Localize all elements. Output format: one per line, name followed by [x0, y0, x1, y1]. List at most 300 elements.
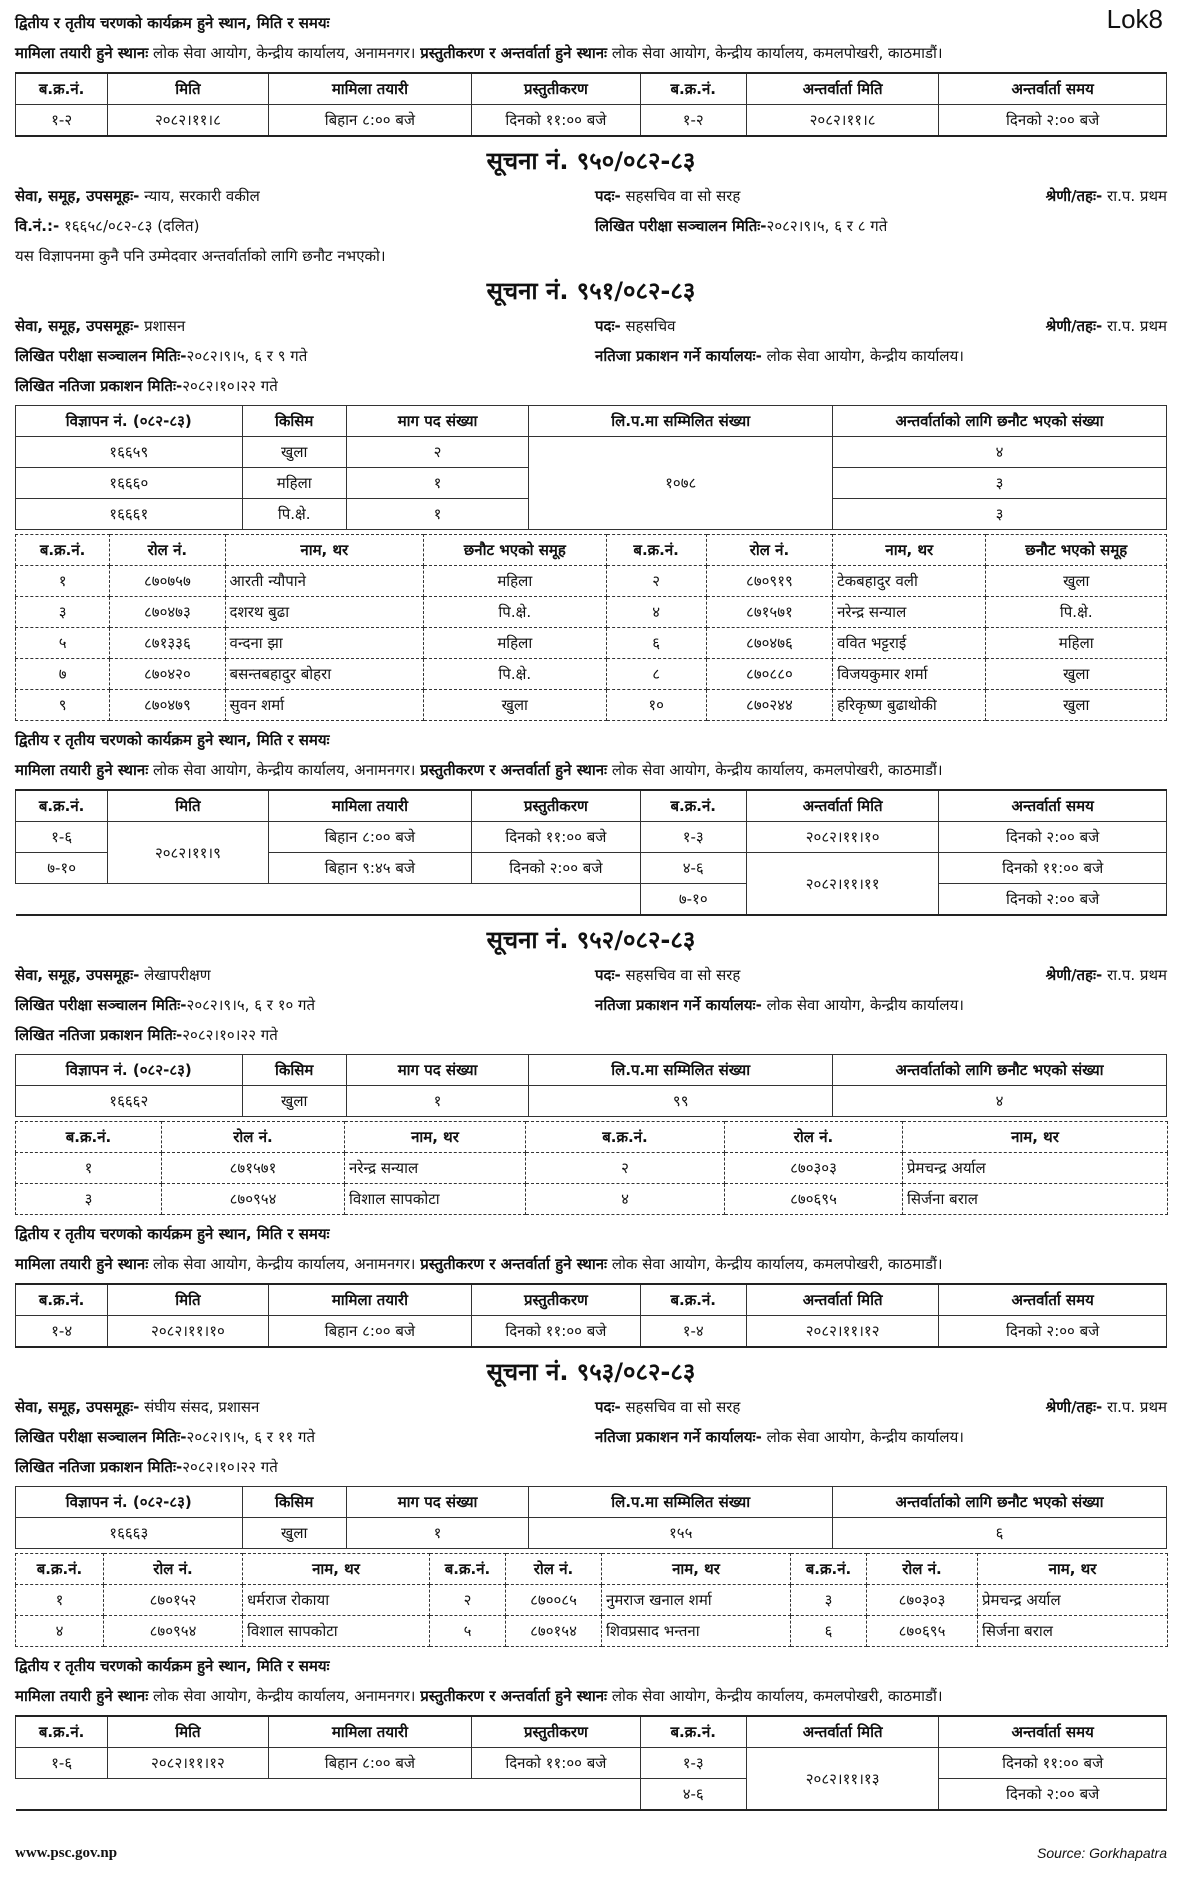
column-header: प्रस्तुतीकरण: [472, 1284, 640, 1316]
table-cell: प्रेमचन्द्र अर्याल: [903, 1153, 1168, 1184]
table-cell: २०८२।११।९: [108, 822, 268, 884]
interview-venue-label: प्रस्तुतीकरण र अन्तर्वार्ता हुने स्थानः: [420, 44, 608, 62]
table-cell: २०८२।११।११: [746, 853, 939, 916]
service-field: [15, 960, 595, 990]
result-office-field: [595, 990, 1167, 1020]
exam-date-value: २०८२।९।५, ६ र ९ गते: [186, 347, 308, 365]
table-cell: विशाल सापकोटा: [243, 1616, 430, 1647]
column-header: नाम, थर: [833, 535, 986, 566]
prep-venue-value: लोक सेवा आयोग, केन्द्रीय कार्यालय, अनामनगर।: [148, 1255, 421, 1273]
advertisement-table: [15, 1486, 1167, 1549]
prep-venue-value: लोक सेवा आयोग, केन्द्रीय कार्यालय, अनामनगर।: [148, 1687, 421, 1705]
service-field: [15, 311, 595, 341]
column-header: अन्तर्वार्ता मिति: [746, 1716, 939, 1748]
table-cell: ८७१३३६: [110, 628, 225, 659]
level-label: श्रेणी/तहः-: [1045, 187, 1103, 205]
table-cell: आरती न्यौपाने: [225, 566, 424, 597]
notice-info-row: [15, 960, 1167, 990]
table-row: [16, 1153, 1168, 1184]
table-cell: ९९: [529, 1086, 833, 1117]
column-header: मिति: [108, 1716, 268, 1748]
level-label: श्रेणी/तहः-: [1045, 1398, 1103, 1416]
table-cell: विजयकुमार शर्मा: [833, 659, 986, 690]
column-header: ब.क्र.नं.: [16, 1122, 162, 1153]
table-cell: पि.क्षे.: [986, 597, 1167, 628]
notice-951: [15, 271, 1167, 916]
result-date-value: २०८२।१०।२२ गते: [182, 1458, 278, 1476]
table-cell: दिनको ११:०० बजे: [939, 1748, 1167, 1779]
table-row: [16, 1748, 1167, 1779]
table-row: [16, 597, 1167, 628]
column-header: अन्तर्वार्ता समय: [939, 73, 1167, 105]
column-header: मिति: [108, 1284, 268, 1316]
table-cell: महिला: [424, 566, 606, 597]
column-header: ब.क्र.नं.: [16, 790, 108, 822]
column-header: नाम, थर: [243, 1554, 430, 1585]
table-cell: ४: [833, 1086, 1167, 1117]
post-value: सहसचिव वा सो सरह: [625, 187, 741, 205]
exam-date-label: लिखित परीक्षा सञ्चालन मितिः-: [15, 1428, 187, 1446]
column-header: ब.क्र.नं.: [791, 1554, 867, 1585]
table-cell: दिनको २:०० बजे: [939, 1779, 1167, 1811]
advertisement-table: [15, 405, 1167, 530]
column-header: विज्ञापन नं. (०८२-८३): [16, 1055, 243, 1086]
table-cell: १: [346, 468, 528, 499]
column-header: ब.क्र.नं.: [16, 1554, 104, 1585]
notice-title: सूचना नं. ९५१/०८२-८३: [486, 277, 696, 305]
table-cell: बिहान ८:०० बजे: [268, 1748, 472, 1779]
table-cell: १६६६१: [16, 499, 243, 530]
column-header: मामिला तयारी: [268, 1284, 472, 1316]
table-cell: महिला: [242, 468, 346, 499]
level-label: श्रेणी/तहः-: [1045, 966, 1103, 984]
table-row: [16, 105, 1167, 137]
schedule-table: [15, 789, 1167, 916]
column-header: ब.क्र.नं.: [16, 535, 110, 566]
table-row: [16, 822, 1167, 853]
post-label: पदः-: [595, 1398, 621, 1416]
table-cell: ४: [833, 437, 1167, 468]
table-row: [16, 1316, 1167, 1348]
post-field: [595, 311, 1015, 341]
notice-info-row: [15, 1422, 1167, 1452]
exam-date-value: २०८२।९।५, ६ र ८ गते: [766, 217, 888, 235]
table-cell: २०८२।११।८: [108, 105, 268, 137]
table-cell: ८७०१५२: [104, 1585, 243, 1616]
level-field: [1015, 311, 1167, 341]
result-date-field: [15, 1452, 1167, 1482]
header-row: [16, 1716, 1167, 1748]
service-label: सेवा, समूह, उपसमूहः-: [15, 317, 140, 335]
table-cell: विशाल सापकोटा: [345, 1184, 526, 1215]
column-header: लि.प.मा सम्मिलित संख्या: [529, 406, 833, 437]
column-header: ब.क्र.नं.: [640, 1284, 746, 1316]
table-cell: ४-६: [640, 1779, 746, 1811]
candidates-table: [15, 1553, 1168, 1647]
table-row: [16, 566, 1167, 597]
column-header: अन्तर्वार्ता मिति: [746, 790, 939, 822]
table-cell: १-६: [16, 1748, 108, 1779]
table-cell: २०८२।११।१२: [108, 1748, 268, 1779]
header-row: [16, 1284, 1167, 1316]
column-header: छनौट भएको समूह: [424, 535, 606, 566]
table-cell: ७-१०: [16, 853, 108, 884]
level-value: रा.प. प्रथम: [1107, 966, 1167, 984]
table-cell: खुला: [242, 1518, 346, 1549]
table-cell: ७: [16, 659, 110, 690]
table-cell: ८७०४७९: [110, 690, 225, 721]
header-row: [16, 73, 1167, 105]
table-row: [16, 659, 1167, 690]
notice-note: यस विज्ञापनमा कुनै पनि उम्मेदवार अन्तर्वार्ताको लागि छनौट नभएको।: [15, 247, 386, 265]
result-office-value: लोक सेवा आयोग, केन्द्रीय कार्यालय।: [766, 996, 964, 1014]
column-header: मिति: [108, 790, 268, 822]
table-cell: खुला: [424, 690, 606, 721]
service-value: न्याय, सरकारी वकील: [144, 187, 260, 205]
table-cell: बिहान ८:०० बजे: [268, 822, 472, 853]
table-cell: ७-१०: [640, 884, 746, 916]
exam-date-value: २०८२।९।५, ६ र १० गते: [186, 996, 316, 1014]
column-header: किसिम: [242, 1487, 346, 1518]
column-header: रोल नं.: [725, 1122, 903, 1153]
table-row: [16, 1086, 1167, 1117]
table-cell: १-४: [16, 1316, 108, 1348]
table-cell: १-६: [16, 822, 108, 853]
table-cell: ४-६: [640, 853, 746, 884]
table-cell: ८७०४२०: [110, 659, 225, 690]
notice-952: [15, 920, 1167, 1348]
schedule-table: [15, 1715, 1167, 1811]
post-value: सहसचिव वा सो सरह: [625, 966, 741, 984]
service-field: [15, 1392, 595, 1422]
interview-venue-value: लोक सेवा आयोग, केन्द्रीय कार्यालय, कमलपोखरी, काठमाडौं।: [607, 1255, 943, 1273]
table-row: [16, 690, 1167, 721]
schedule-table: [15, 1283, 1167, 1348]
table-cell: ४: [606, 597, 706, 628]
table-cell: पि.क्षे.: [424, 659, 606, 690]
column-header: अन्तर्वार्ताको लागि छनौट भएको संख्या: [833, 1055, 1167, 1086]
prep-venue-label: मामिला तयारी हुने स्थानः: [15, 761, 149, 779]
table-cell: १६६५९: [16, 437, 243, 468]
column-header: ब.क्र.नं.: [640, 1716, 746, 1748]
table-cell: ३: [16, 1184, 162, 1215]
table-row: [16, 884, 1167, 916]
result-office-label: नतिजा प्रकाशन गर्ने कार्यालयः-: [595, 347, 762, 365]
advertisement-table: [15, 1054, 1167, 1117]
exam-date-label: लिखित परीक्षा सञ्चालन मितिः-: [15, 996, 187, 1014]
table-cell: टेकबहादुर वली: [833, 566, 986, 597]
page-tag: Lok8: [1106, 4, 1163, 34]
column-header: मामिला तयारी: [268, 790, 472, 822]
table-cell: ८७०६९५: [725, 1184, 903, 1215]
table-cell: दिनको ११:०० बजे: [472, 105, 640, 137]
candidates-table: [15, 534, 1167, 721]
table-cell: दशरथ बुढा: [225, 597, 424, 628]
column-header: मामिला तयारी: [268, 1716, 472, 1748]
column-header: अन्तर्वार्ताको लागि छनौट भएको संख्या: [833, 406, 1167, 437]
table-cell: दिनको २:०० बजे: [939, 1316, 1167, 1348]
table-cell: १: [16, 1585, 104, 1616]
result-date-label: लिखित नतिजा प्रकाशन मितिः-: [15, 377, 183, 395]
table-cell: दिनको ११:०० बजे: [472, 1316, 640, 1348]
header-row: [16, 1487, 1167, 1518]
table-cell: पि.क्षे.: [424, 597, 606, 628]
column-header: ब.क्र.नं.: [16, 1284, 108, 1316]
table-cell: ९: [16, 690, 110, 721]
column-header: लि.प.मा सम्मिलित संख्या: [529, 1487, 833, 1518]
schedule-heading: द्वितीय र तृतीय चरणको कार्यक्रम हुने स्थान, मिति र समयः: [15, 731, 330, 749]
table-cell: नुमराज खनाल शर्मा: [602, 1585, 791, 1616]
table-cell: २: [526, 1153, 725, 1184]
ad-no-label: वि.नं.:-: [15, 217, 60, 235]
table-cell: पि.क्षे.: [242, 499, 346, 530]
empty-cell: [16, 1779, 641, 1811]
table-cell: ६: [791, 1616, 867, 1647]
exam-date-value: २०८२।९।५, ६ र ११ गते: [186, 1428, 316, 1446]
table-cell: २०८२।११।१०: [746, 822, 939, 853]
table-row: [16, 1184, 1168, 1215]
table-cell: ८७०२४४: [706, 690, 832, 721]
column-header: नाम, थर: [225, 535, 424, 566]
header-row: [16, 406, 1167, 437]
table-cell: ६: [833, 1518, 1167, 1549]
table-row: [16, 1779, 1167, 1811]
level-label: श्रेणी/तहः-: [1045, 317, 1103, 335]
column-header: मिति: [108, 73, 268, 105]
result-date-field: [15, 371, 1167, 401]
prep-venue-value: लोक सेवा आयोग, केन्द्रीय कार्यालय, अनामनगर।: [148, 761, 421, 779]
table-cell: खुला: [242, 1086, 346, 1117]
service-label: सेवा, समूह, उपसमूहः-: [15, 966, 140, 984]
result-date-field: [15, 1020, 1167, 1050]
level-value: रा.प. प्रथम: [1107, 187, 1167, 205]
column-header: रोल नं.: [110, 535, 225, 566]
table-cell: ४: [526, 1184, 725, 1215]
table-cell: दिनको ११:०० बजे: [939, 853, 1167, 884]
notice-info-row: [15, 311, 1167, 341]
table-cell: ५: [16, 628, 110, 659]
result-office-value: लोक सेवा आयोग, केन्द्रीय कार्यालय।: [766, 1428, 964, 1446]
post-value: सहसचिव वा सो सरह: [625, 1398, 741, 1416]
venue-line: [15, 38, 1167, 68]
notice-title: सूचना नं. ९५३/०८२-८३: [486, 1358, 696, 1386]
notice-info-row: [15, 181, 1167, 211]
interview-venue-value: लोक सेवा आयोग, केन्द्रीय कार्यालय, कमलपोखरी, काठमाडौं।: [607, 761, 943, 779]
table-cell: ८७०४७६: [706, 628, 832, 659]
website-link[interactable]: www.psc.gov.np: [15, 1845, 118, 1861]
table-cell: २: [606, 566, 706, 597]
notice-info-row: [15, 990, 1167, 1020]
post-field: [595, 960, 1015, 990]
column-header: अन्तर्वार्ता समय: [939, 790, 1167, 822]
column-header: ब.क्र.नं.: [640, 790, 746, 822]
table-cell: ८७०१५४: [506, 1616, 602, 1647]
table-cell: २: [346, 437, 528, 468]
table-cell: महिला: [986, 628, 1167, 659]
table-cell: सिर्जना बराल: [978, 1616, 1168, 1647]
table-cell: ८७०९५४: [104, 1616, 243, 1647]
result-office-field: [595, 341, 1167, 371]
table-cell: ८७०७५७: [110, 566, 225, 597]
result-date-value: २०८२।१०।२२ गते: [182, 377, 278, 395]
table-cell: दिनको ११:०० बजे: [472, 822, 640, 853]
column-header: रोल नं.: [867, 1554, 978, 1585]
notice-title: सूचना नं. ९५२/०८२-८३: [486, 926, 696, 954]
header-row: [16, 790, 1167, 822]
column-header: रोल नं.: [104, 1554, 243, 1585]
table-row: [16, 437, 1167, 468]
column-header: प्रस्तुतीकरण: [472, 1716, 640, 1748]
table-cell: १: [346, 1518, 528, 1549]
column-header: रोल नं.: [162, 1122, 345, 1153]
column-header: अन्तर्वार्ता मिति: [746, 1284, 939, 1316]
exam-date-label: लिखित परीक्षा सञ्चालन मितिः-: [15, 347, 187, 365]
service-value: प्रशासन: [144, 317, 186, 335]
level-field: [1015, 1392, 1167, 1422]
empty-cell: [16, 884, 641, 916]
interview-venue-label: प्रस्तुतीकरण र अन्तर्वार्ता हुने स्थानः: [420, 1687, 608, 1705]
table-cell: ८७०९१९: [706, 566, 832, 597]
prep-venue-label: मामिला तयारी हुने स्थानः: [15, 1687, 149, 1705]
table-cell: दिनको २:०० बजे: [472, 853, 640, 884]
interview-venue-label: प्रस्तुतीकरण र अन्तर्वार्ता हुने स्थानः: [420, 1255, 608, 1273]
table-cell: ८७१५७१: [162, 1153, 345, 1184]
table-cell: नरेन्द्र सन्याल: [833, 597, 986, 628]
level-value: रा.प. प्रथम: [1107, 317, 1167, 335]
table-cell: बसन्तबहादुर बोहरा: [225, 659, 424, 690]
exam-date-field: [15, 341, 595, 371]
notice-info-row: [15, 1392, 1167, 1422]
result-office-label: नतिजा प्रकाशन गर्ने कार्यालयः-: [595, 1428, 762, 1446]
table-cell: बिहान ८:०० बजे: [268, 1316, 472, 1348]
column-header: ब.क्र.नं.: [16, 1716, 108, 1748]
column-header: प्रस्तुतीकरण: [472, 73, 640, 105]
column-header: नाम, थर: [978, 1554, 1168, 1585]
table-cell: ८७०३०३: [867, 1585, 978, 1616]
column-header: माग पद संख्या: [346, 1487, 528, 1518]
column-header: अन्तर्वार्ताको लागि छनौट भएको संख्या: [833, 1487, 1167, 1518]
table-cell: सुवन शर्मा: [225, 690, 424, 721]
header-row: [16, 535, 1167, 566]
result-office-field: [595, 1422, 1167, 1452]
notice-info-row: [15, 341, 1167, 371]
table-cell: १-२: [640, 105, 746, 137]
header-row: [16, 1055, 1167, 1086]
table-row: [16, 628, 1167, 659]
table-cell: खुला: [242, 437, 346, 468]
column-header: ब.क्र.नं.: [640, 73, 746, 105]
table-cell: ८७०४७३: [110, 597, 225, 628]
service-value: लेखापरीक्षण: [144, 966, 211, 984]
table-cell: २०८२।११।१३: [746, 1748, 939, 1811]
post-value: सहसचिव: [625, 317, 676, 335]
table-cell: ५: [430, 1616, 506, 1647]
table-cell: १६६६०: [16, 468, 243, 499]
column-header: मामिला तयारी: [268, 73, 472, 105]
table-cell: १०: [606, 690, 706, 721]
table-cell: १०७८: [529, 437, 833, 530]
table-cell: १: [16, 566, 110, 597]
interview-venue-value: लोक सेवा आयोग, केन्द्रीय कार्यालय, कमलपोखरी, काठमाडौं।: [607, 44, 943, 62]
table-row: [16, 1518, 1167, 1549]
prep-venue-value: लोक सेवा आयोग, केन्द्रीय कार्यालय, अनामनगर।: [148, 44, 421, 62]
interview-venue-label: प्रस्तुतीकरण र अन्तर्वार्ता हुने स्थानः: [420, 761, 608, 779]
notice-page: [15, 0, 1167, 1815]
table-cell: ३: [791, 1585, 867, 1616]
column-header: प्रस्तुतीकरण: [472, 790, 640, 822]
column-header: नाम, थर: [345, 1122, 526, 1153]
table-row: [16, 1585, 1168, 1616]
exam-date-field: [15, 990, 595, 1020]
service-label: सेवा, समूह, उपसमूहः-: [15, 1398, 140, 1416]
table-cell: ८: [606, 659, 706, 690]
exam-date-label: लिखित परीक्षा सञ्चालन मितिः-: [595, 217, 767, 235]
column-header: ब.क्र.नं.: [16, 73, 108, 105]
table-cell: बिहान ८:०० बजे: [268, 105, 472, 137]
column-header: माग पद संख्या: [346, 406, 528, 437]
venue-line: [15, 1249, 1167, 1279]
result-office-value: लोक सेवा आयोग, केन्द्रीय कार्यालय।: [766, 347, 964, 365]
table-cell: ८७०८८०: [706, 659, 832, 690]
table-cell: १: [346, 1086, 528, 1117]
table-cell: शिवप्रसाद भन्तना: [602, 1616, 791, 1647]
table-cell: ८७०६९५: [867, 1616, 978, 1647]
table-cell: दिनको २:०० बजे: [939, 822, 1167, 853]
interview-venue-value: लोक सेवा आयोग, केन्द्रीय कार्यालय, कमलपोखरी, काठमाडौं।: [607, 1687, 943, 1705]
table-cell: सिर्जना बराल: [903, 1184, 1168, 1215]
level-field: [1015, 960, 1167, 990]
footer: [15, 1845, 1167, 1862]
column-header: रोल नं.: [706, 535, 832, 566]
column-header: रोल नं.: [506, 1554, 602, 1585]
column-header: माग पद संख्या: [346, 1055, 528, 1086]
table-cell: दिनको २:०० बजे: [939, 884, 1167, 916]
table-cell: ववित भट्टराई: [833, 628, 986, 659]
table-cell: १६६६२: [16, 1086, 243, 1117]
column-header: विज्ञापन नं. (०८२-८३): [16, 1487, 243, 1518]
table-cell: १६६६३: [16, 1518, 243, 1549]
column-header: किसिम: [242, 406, 346, 437]
table-cell: ३: [833, 468, 1167, 499]
schedule-heading: द्वितीय र तृतीय चरणको कार्यक्रम हुने स्थान, मिति र समयः: [15, 14, 330, 32]
table-cell: २०८२।११।८: [746, 105, 939, 137]
venue-line: [15, 755, 1167, 785]
post-field: [595, 1392, 1015, 1422]
notice-title: सूचना नं. ९५०/०८२-८३: [486, 147, 696, 175]
table-row: [16, 1616, 1168, 1647]
table-cell: ८७०९५४: [162, 1184, 345, 1215]
table-cell: १५५: [529, 1518, 833, 1549]
table-cell: १: [346, 499, 528, 530]
table-cell: दिनको २:०० बजे: [939, 105, 1167, 137]
table-cell: बिहान ९:४५ बजे: [268, 853, 472, 884]
column-header: विज्ञापन नं. (०८२-८३): [16, 406, 243, 437]
schedule-table: [15, 72, 1167, 137]
table-cell: ४: [16, 1616, 104, 1647]
exam-date-field: [15, 1422, 595, 1452]
source-credit: Source: Gorkhapatra: [1037, 1845, 1167, 1861]
result-office-label: नतिजा प्रकाशन गर्ने कार्यालयः-: [595, 996, 762, 1014]
column-header: लि.प.मा सम्मिलित संख्या: [529, 1055, 833, 1086]
prep-venue-label: मामिला तयारी हुने स्थानः: [15, 44, 149, 62]
table-cell: खुला: [986, 690, 1167, 721]
table-cell: २०८२।११।१२: [746, 1316, 939, 1348]
venue-line: [15, 1681, 1167, 1711]
table-cell: २: [430, 1585, 506, 1616]
column-header: ब.क्र.नं.: [526, 1122, 725, 1153]
post-label: पदः-: [595, 187, 621, 205]
result-date-label: लिखित नतिजा प्रकाशन मितिः-: [15, 1458, 183, 1476]
